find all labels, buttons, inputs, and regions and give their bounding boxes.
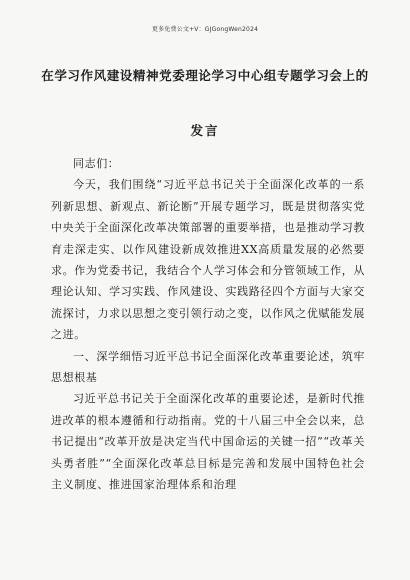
watermark-text: 更多免费公文+V：GJGongWen2024 xyxy=(151,26,259,33)
section-heading-1: 一、深学细悟习近平总书记全面深化改革重要论述，筑牢思想根基 xyxy=(51,349,365,385)
paragraph-section-1: 习近平总书记关于全面深化改革的重要论述，是新时代推进改革的根本遵循和行动指南。党的十八届三中全会以来，总书记提出“改革开放是决定当代中国命运的关键一招”“改革关头勇者胜”“全面深化改革总目标是完善和发展中国特色社会主义制度、推进国家治理体系和治理 xyxy=(51,392,365,492)
greeting: 同志们： xyxy=(73,157,120,170)
document-title-line1: 在学习作风建设精神党委理论学习中心组专题学习会上的 xyxy=(41,68,369,83)
document-body xyxy=(51,153,365,496)
paragraph-intro: 今天，我们围绕“习近平总书记关于全面深化改革的一系列新思想、新观点、新论断”开展专题学习，既是贯彻落实党中央关于全面深化改革决策部署的重要举措，也是推动学习教育走深走实、以作风建设新成效推进XX高质量发展的必然要求。作为党委书记，我结合个人学习体会和分管领域工作，从理论认知、学习实践、作风建设、实践路径四个方面与大家交流探讨，力求以思想之变引领行动之变，以作风之优赋能发展之进。 xyxy=(51,178,365,342)
document-title-line2: 发言 xyxy=(190,123,220,138)
